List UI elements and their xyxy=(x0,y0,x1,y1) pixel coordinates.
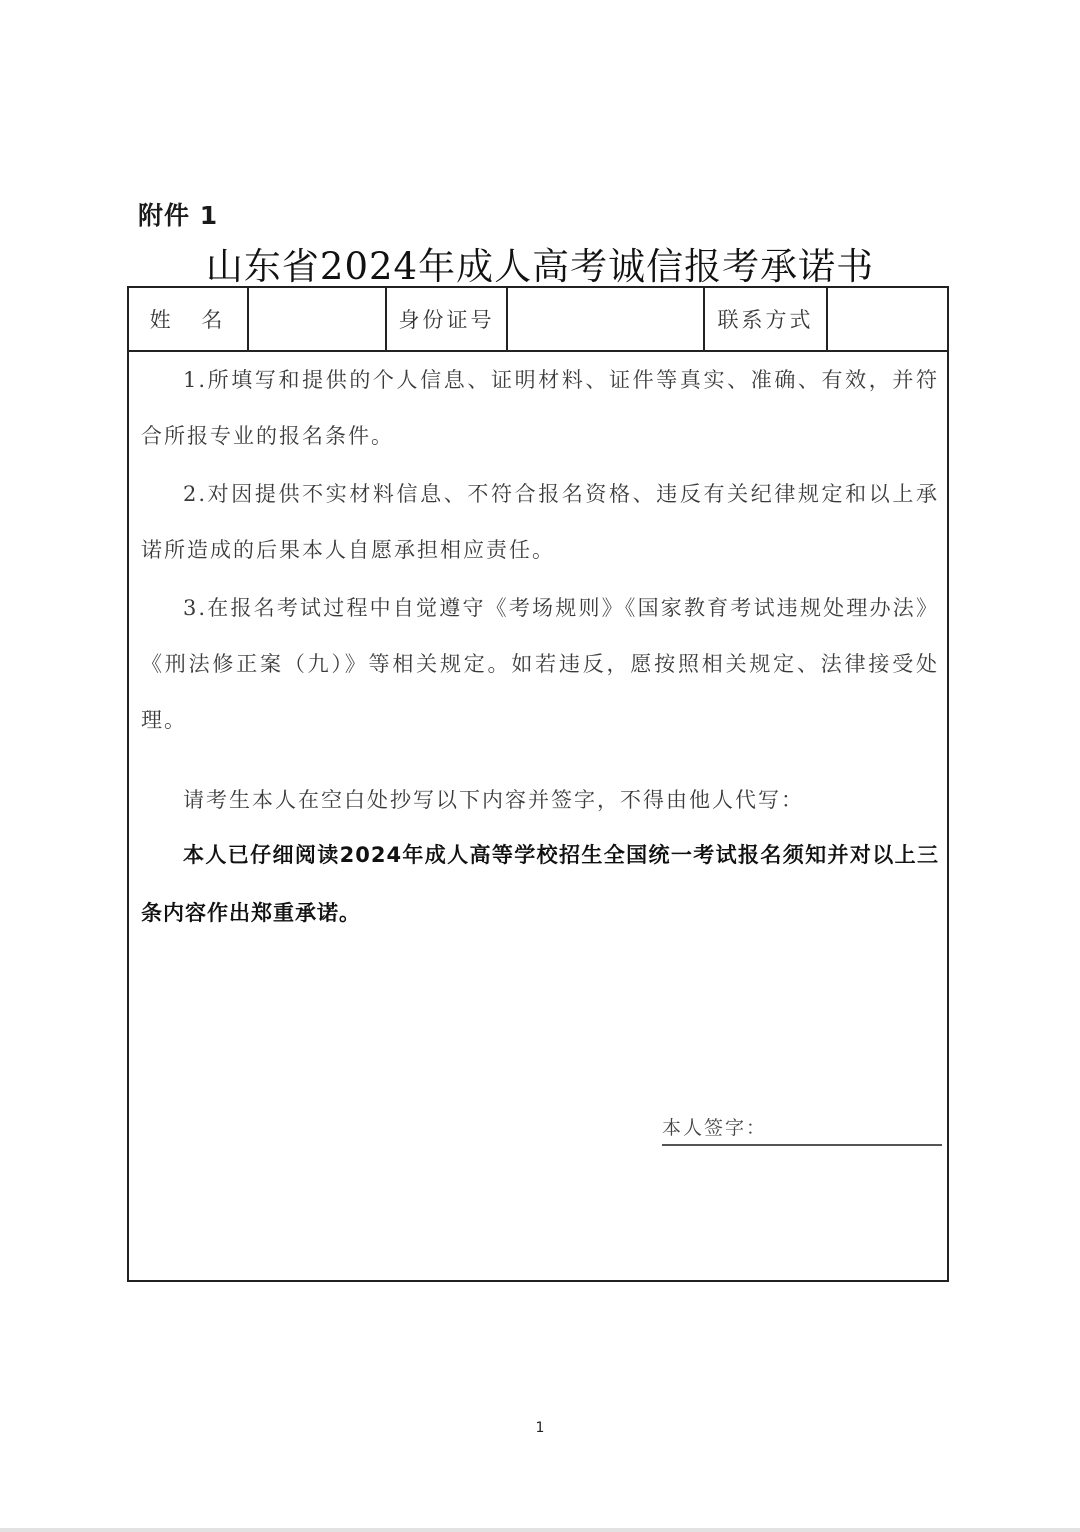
id-number-field[interactable] xyxy=(508,288,705,350)
name-field[interactable] xyxy=(249,288,387,350)
id-number-label: 身份证号 xyxy=(387,288,508,350)
document-title: 山东省2024年成人高考诚信报考承诺书 xyxy=(205,245,875,288)
pledge-text: 2.对因提供不实材料信息、不符合报名资格、违反有关纪律规定和以上承诺所造成的后果本人自愿承担相应责任。 xyxy=(141,482,939,562)
name-label: 姓 名 xyxy=(129,288,249,350)
pledge-text: 1.所填写和提供的个人信息、证明材料、证件等真实、准确、有效，并符合所报专业的报名条件。 xyxy=(141,368,939,448)
form-header-row xyxy=(129,288,947,352)
signature-line[interactable] xyxy=(662,1114,942,1146)
contact-field[interactable] xyxy=(828,288,949,350)
commitment-form xyxy=(127,286,949,1282)
commitment-statement: 本人已仔细阅读2024年成人高等学校招生全国统一考试报名须知并对以上三条内容作出郑重承诺。 xyxy=(141,843,939,925)
pledge-item-2 xyxy=(141,466,939,578)
bottom-divider xyxy=(0,1528,1080,1532)
pledge-item-1 xyxy=(141,352,939,464)
signature-label: 本人签字： xyxy=(662,1117,768,1139)
page-number: 1 xyxy=(535,1420,545,1436)
attachment-label: 附件 1 xyxy=(138,201,219,230)
contact-label: 联系方式 xyxy=(705,288,828,350)
pledge-item-3 xyxy=(141,580,939,748)
pledge-text: 3.在报名考试过程中自觉遵守《考场规则》《国家教育考试违规处理办法》《刑法修正案（九）》等相关规定。如若违反，愿按照相关规定、法律接受处理。 xyxy=(141,596,939,732)
copy-instruction: 请考生本人在空白处抄写以下内容并签字，不得由他人代写： xyxy=(183,788,804,812)
